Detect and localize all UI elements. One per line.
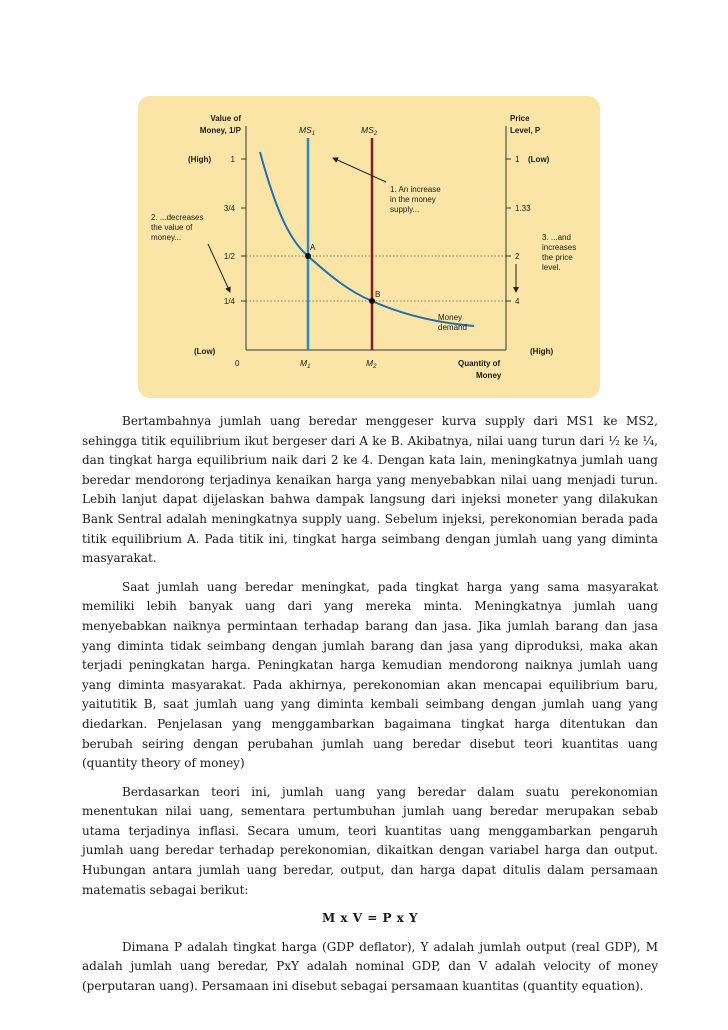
paragraph-2: Saat jumlah uang beredar meningkat, pada tingkat harga yang sama masyarakat memiliki lebih banyak uang dari yang mereka minta. Meningkatnya jumlah uang menyebabkan naiknya permintaan terhadap barang dan jasa. Jika jumlah barang dan jasa yang diminta tidak seimbang dengan jumlah barang dan jasa yang diproduksi, maka akan terjadi peningkatan harga. Peningkatan harga kemudian mendorong naiknya jumlah uang yang diminta masyarakat. Pada akhirnya, perekonomian akan mencapai equilibrium baru, yaitutitik B, saat jumlah uang yang diminta kembali seimbang dengan jumlah uang yang diedarkan. Penjelasan yang menggambarkan bagaimana tingkat harga ditentukan dan berubah seiring dengan perubahan jumlah uang beredar disebut teori kuantitas uang (quantity theory of money): [82, 579, 658, 771]
left-tick-1-2: 1/2: [223, 252, 235, 261]
low-right-label: (Low): [528, 155, 550, 164]
right-tick-1: 1: [515, 155, 520, 164]
money-supply-chart: [138, 96, 600, 398]
annotation-1: 1. An increase in the money supply...: [390, 185, 441, 214]
point-b-label: B: [375, 290, 381, 299]
paragraph-3: Berdasarkan teori ini, jumlah uang yang beredar dalam suatu perekonomian menentukan nilai uang, sementara pertumbuhan jumlah uang beredar merupakan sebab utama terjadinya inflasi. Secara umum, teori kuantitas uang menggambarkan pengaruh jumlah uang beredar terhadap perekonomian, dikaitkan dengan variabel harga dan output. Hubungan antara jumlah uang beredar, output, dan harga dapat ditulis dalam persamaan matematis sebagai berikut:: [82, 784, 658, 897]
left-tick-3-4: 3/4: [223, 204, 235, 213]
x-axis-title-2: Money: [476, 371, 502, 380]
left-tick-1-4: 1/4: [223, 297, 235, 306]
y-axis-title-1: Value of: [210, 114, 241, 123]
origin-label: 0: [235, 359, 240, 368]
high-left-label: (High): [188, 155, 212, 164]
money-demand-label: Money demand: [438, 313, 467, 332]
x-axis-title-1: Quantity of: [458, 359, 501, 368]
paragraph-4: Dimana P adalah tingkat harga (GDP deflator), Y adalah jumlah output (real GDP), M adalah jumlah uang beredar, PxY adalah nominal GDP, dan V adalah velocity of money (perputaran uang). Persamaan ini disebut sebagai persamaan kuantitas (quantity equation).: [82, 939, 658, 994]
point-a-label: A: [310, 243, 316, 252]
money-supply-figure: [138, 96, 600, 398]
paragraph-1: Bertambahnya jumlah uang beredar menggeser kurva supply dari MS1 ke MS2, sehingga titik equilibrium ikut bergeser dari A ke B. Akibatnya, nilai uang turun dari ½ ke ¼, dan tingkat harga equilibrium naik dari 2 ke 4. Dengan kata lain, meningkatnya jumlah uang beredar mendorong terjadinya kenaikan harga yang menyebabkan nilai uang menjadi turun. Lebih lanjut dapat dijelaskan bahwa dampak langsung dari injeksi moneter yang dilakukan Bank Sentral adalah meningkatnya supply uang. Sebelum injeksi, perekonomian berada pada titik equilibrium A. Pada titik ini, tingkat harga seimbang dengan jumlah uang yang diminta masyarakat.: [82, 414, 658, 566]
m2-label: $M_2$: [366, 358, 377, 370]
y2-axis-title-1: Price: [510, 114, 530, 123]
quantity-equation: M x V = P x Y: [321, 911, 419, 926]
right-tick-2: 2: [515, 252, 520, 261]
arrow-shift-supply: [333, 158, 386, 182]
ms2-label: $MS_2$: [361, 125, 378, 137]
high-right-label: (High): [530, 347, 554, 356]
m1-label: $M_1$: [300, 358, 311, 370]
point-a: [305, 253, 311, 259]
body-text: [82, 412, 658, 1006]
y-axis-title-2: Money, 1/P: [199, 126, 241, 135]
ms1-label: $MS_1$: [299, 125, 316, 137]
right-tick-1-33: 1.33: [515, 204, 531, 213]
annotation-3: 3. ...and increases the price level.: [542, 233, 577, 272]
annotation-2: 2. ...decreases the value of money...: [151, 213, 204, 242]
left-tick-1: 1: [230, 155, 235, 164]
money-demand-curve: [260, 152, 474, 326]
right-tick-4: 4: [515, 297, 520, 306]
y2-axis-title-2: Level, P: [510, 126, 541, 135]
low-left-label: (Low): [194, 347, 216, 356]
